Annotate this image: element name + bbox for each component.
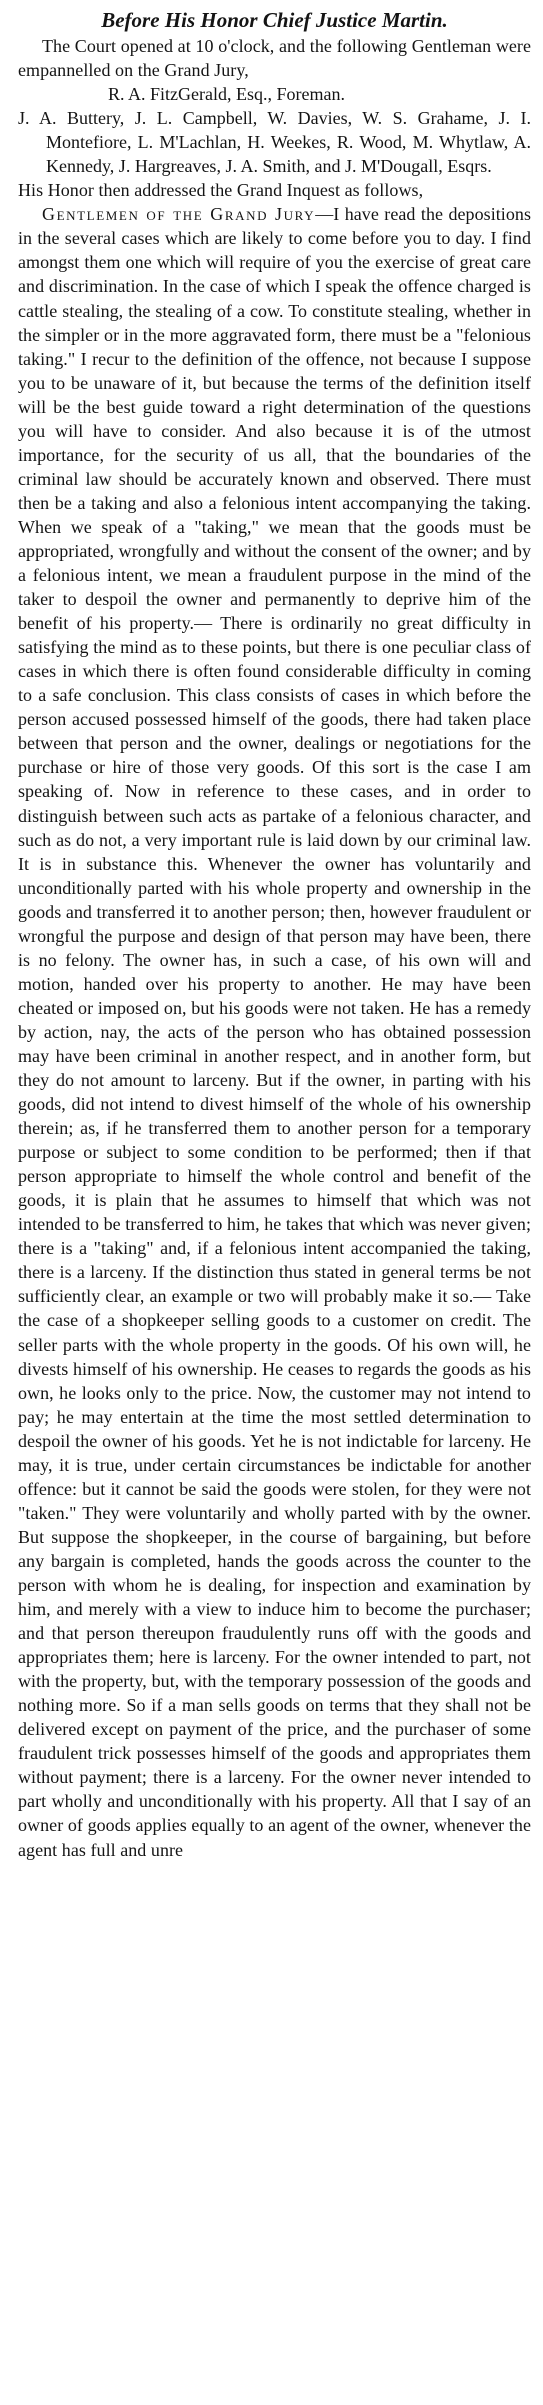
court-heading: Before His Honor Chief Justice Martin. — [101, 8, 448, 32]
address-intro: His Honor then addressed the Grand Inquest as follows, — [18, 180, 424, 201]
charge-paragraph — [18, 202, 531, 1861]
foreman-line: R. A. FitzGerald, Esq., Foreman. — [108, 84, 345, 105]
salutation: Gentlemen of the Grand Jury — [42, 204, 316, 225]
juror-list: J. A. Buttery, J. L. Campbell, W. Davies, W. S. Grahame, J. I. Montefiore, L. M'Lachlan, H. Weekes, R. Wood, M. Whytlaw, A. Kennedy, J. Hargreaves, J. A. Smith, and J. M'Dougall, Esqrs. — [18, 108, 531, 177]
opening-paragraph: The Court opened at 10 o'clock, and the following Gentleman were empannelled on the Grand Jury, — [18, 36, 531, 81]
charge-text: —I have read the depositions in the several cases which are likely to come before you to day. I find amongst them one which will require of you the exercise of great care and discrimination. In the case of which I speak the offence charged is cattle stealing, the stealing of a cow. To constitute stealing, whether in the simpler or in the more aggravated form, there must be a "felonious taking." I recur to the definition of the offence, not because I suppose you to be unaware of it, but because the terms of the definition itself will be the best guide toward a right determination of the questions you will have to consider. And also because it is of the utmost importance, for the security of us all, that the boundaries of the criminal law should be accurately known and observed. There must then be a taking and also a felonious intent accompanying the taking. When we speak of a "taking," we mean that the goods must be appropriated, wrongfully and without the consent of the owner; and by a felonious intent, we mean a fraudulent purpose in the mind of the taker to despoil the owner and permanently to deprive him of the benefit of his property.— There is ordinarily no great difficulty in satisfying the mind as to these points, but there is one peculiar class of cases in which there is often found considerable difficulty in coming to a safe conclusion. This class consists of cases in which before the person accused possessed himself of the goods, there had taken place between that person and the owner, dealings or negotiations for the purchase or hire of those very goods. Of this sort is the case I am speaking of. Now in reference to these cases, and in order to distinguish between such acts as partake of a felonious character, and such as do not, a very important rule is laid down by our criminal law. It is in substance this. Whenever the owner has voluntarily and unconditionally parted with his whole property and ownership in the goods and transferred it to another person; then, however fraudulent or wrongful the purpose and design of that person may have been, there is no felony. The owner has, in such a case, of his own will and motion, handed over his property to another. He may have been cheated or imposed on, but his goods were not taken. He has a remedy by action, nay, the acts of the person who has obtained possession may have been criminal in another respect, and in another form, but they do not amount to larceny. But if the owner, in parting with his goods, did not intend to divest himself of the whole of his ownership therein; as, if he transferred them to another person for a temporary purpose or subject to some condition to be performed; then if that person appropriate to himself the whole control and benefit of the goods, it is plain that he assumes to himself that which was not intended to be transferred to him, he takes that which was never given; there is a "taking" and, if a felonious intent accompanied the taking, there is a larceny. If the distinction thus stated in general terms be not sufficiently clear, an example or two will probably make it so.— Take the case of a shopkeeper selling goods to a customer on credit. The seller parts with the whole property in the goods. Of his own will, he divests himself of his ownership. He ceases to regards the goods as his own, he looks only to the price. Now, the customer may not intend to pay; he may entertain at the time the most settled determination to despoil the owner of his goods. Yet he is not indictable for larceny. He may, it is true, under certain circumstances be indictable for another offence: but it cannot be said the goods were stolen, for they were not "taken." They were voluntarily and wholly parted with by the owner. But suppose the shopkeeper, in the course of bargaining, but before any bargain is completed, hands the goods across the counter to the person with whom he is dealing, for inspection and examination by him, and merely with a view to induce him to become the purchaser; and that person thereupon fraudulently runs off with the goods and appropriates them; here is larceny. For the owner intended to part, not with the property, but, with the temporary possession of the goods and nothing more. So if a man sells goods on terms that they shall not be delivered except on payment of the price, and the purchaser of some fraudulent trick possesses himself of the goods and appropriates them without payment; there is a larceny. For the owner never intended to part wholly and unconditionally with his property. All that I say of an owner of goods applies equally to an agent of the owner, whenever the agent has full and unre — [18, 204, 532, 1860]
